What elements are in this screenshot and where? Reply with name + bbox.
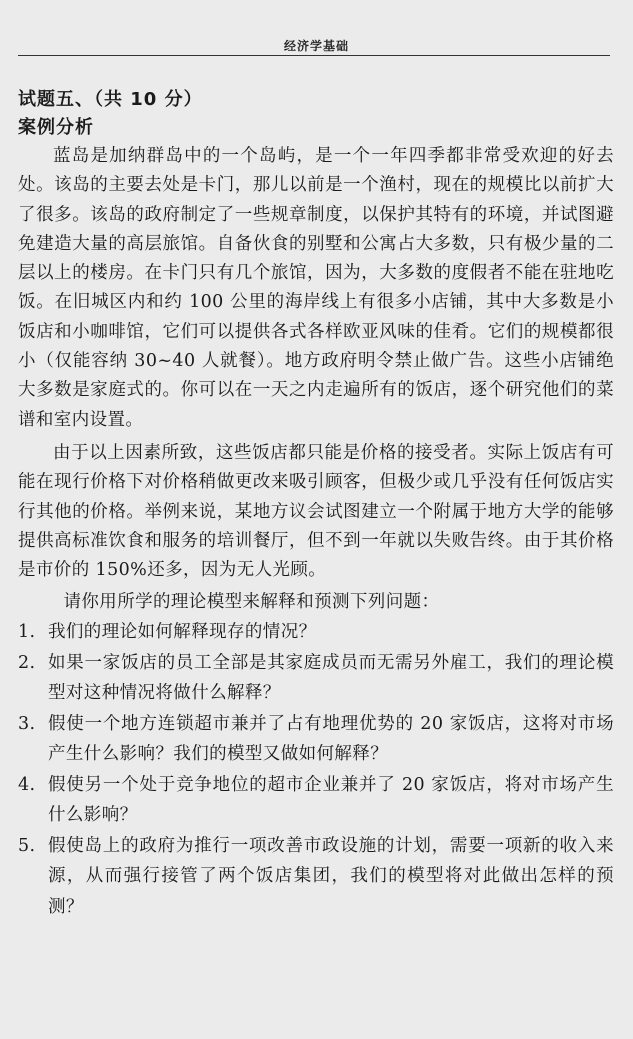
question-item: [18, 831, 614, 923]
question-item: [18, 770, 614, 831]
question-list: [18, 617, 614, 922]
header-rule: [18, 55, 610, 56]
question-number: 3.: [18, 713, 36, 734]
case-paragraph-1: 蓝岛是加纳群岛中的一个岛屿，是一个一年四季都非常受欢迎的好去处。该岛的主要去处是卡门，那儿以前是一个渔村，现在的规模比以前扩大了很多。该岛的政府制定了一些规章制度，以保护其特有的环境，并试图避免建造大量的高层旅馆。自备伙食的别墅和公寓占大多数，只有极少量的二层以上的楼房。在卡门只有几个旅馆，因为，大多数的度假者不能在驻地吃饭。在旧城区内和约 100 公里的海岸线上有很多小店铺，其中大多数是小饭店和小咖啡馆，它们可以提供各式各样欧亚风味的佳肴。它们的规模都很小（仅能容纳 30~40 人就餐）。地方政府明令禁止做广告。这些小店铺绝大多数是家庭式的。你可以在一天之内走遍所有的饭店，逐个研究他们的菜谱和室内设置。: [18, 146, 614, 430]
question-text: 如果一家饭店的员工全部是其家庭成员而无需另外雇工，我们的理论模型对这种情况将做什么解释？: [48, 652, 614, 704]
question-item: [18, 709, 614, 770]
document-body: [18, 86, 614, 922]
question-text: 我们的理论如何解释现存的情况？: [48, 622, 317, 643]
question-number: 4.: [18, 774, 36, 795]
question-number: 5.: [18, 835, 36, 856]
question-text: 假使岛上的政府为推行一项改善市政设施的计划，需要一项新的收入来源，从而强行接管了两个饭店集团，我们的模型将对此做出怎样的预测？: [48, 835, 614, 917]
question-text: 假使另一个处于竞争地位的超市企业兼并了 20 家饭店，将对市场产生什么影响？: [48, 774, 614, 826]
case-paragraph-2: 由于以上因素所致，这些饭店都只能是价格的接受者。实际上饭店有可能在现行价格下对价格稍做更改来吸引顾客，但极少或几乎没有任何饭店实行其他的价格。举例来说，某地方议会试图建立一个附属于地方大学的能够提供高标准饮食和服务的培训餐厅，但不到一年就以失败告终。由于其价格是市价的 150%还多，因为无人光顾。: [18, 442, 614, 581]
question-number: 2.: [18, 652, 36, 673]
running-head: 经济学基础: [283, 39, 349, 53]
instruction-text: 请你用所学的理论模型来解释和预测下列问题：: [63, 592, 440, 613]
question-text: 假使一个地方连锁超市兼并了占有地理优势的 20 家饭店，这将对市场产生什么影响？我们的模型又做如何解释？: [48, 713, 614, 765]
question-number: 1.: [18, 622, 36, 643]
question-item: [18, 617, 614, 648]
section-title: 案例分析: [18, 117, 94, 138]
question-title: 试题五、（共 10 分）: [18, 89, 203, 110]
question-item: [18, 648, 614, 709]
